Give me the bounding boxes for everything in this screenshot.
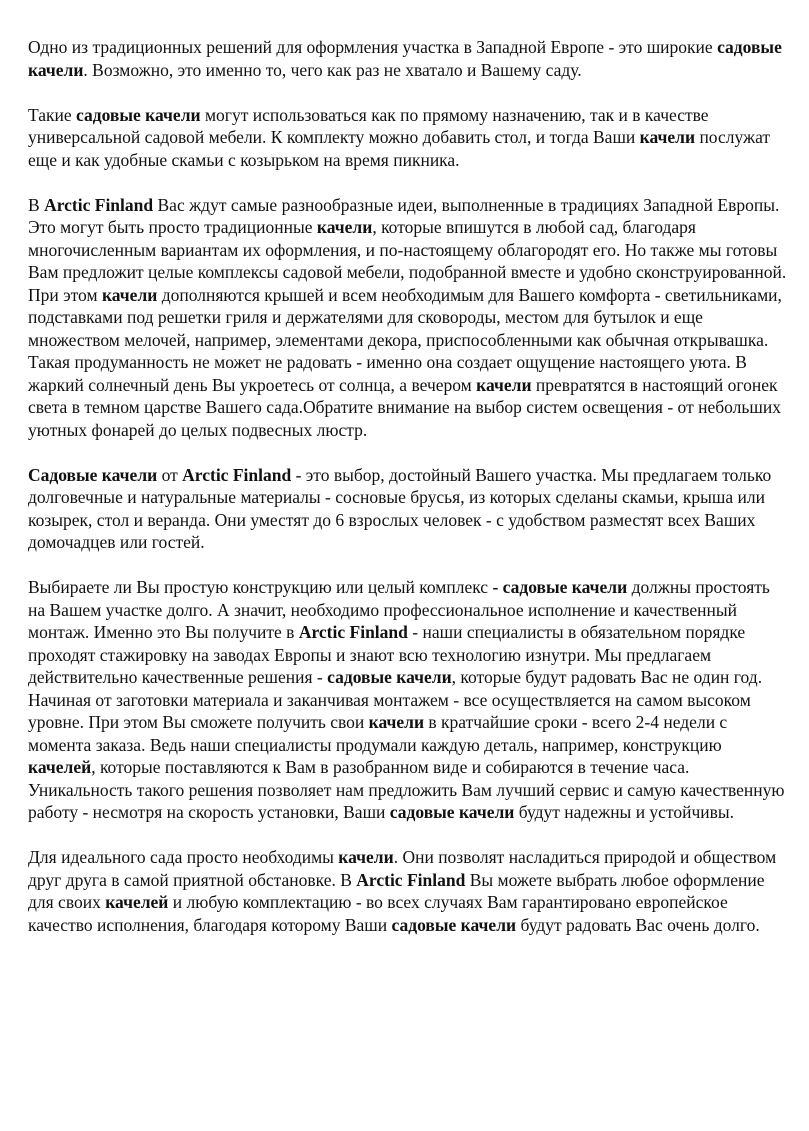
bold-keyword: качелей xyxy=(28,757,92,777)
text-run: должны простоять на Вашем участке долго. А значит, необходимо профессиональное исполнение и качественный монтаж. Именно это Вы получите в xyxy=(28,577,770,642)
text-run: Для идеального сада просто необходимы xyxy=(28,847,339,867)
paragraph-6 xyxy=(28,846,788,936)
bold-keyword: садовые качели xyxy=(389,802,515,822)
bold-keyword: качели xyxy=(368,712,425,732)
bold-keyword: качели xyxy=(316,217,373,237)
bold-keyword: качели xyxy=(476,374,532,395)
bold-keyword: - садовые качели xyxy=(492,577,628,597)
text-run: В xyxy=(28,194,45,215)
text-run: . Возможно, это именно то, чего как раз не хватало и Вашему саду. xyxy=(83,59,582,80)
text-run: Одно из традиционных решений для оформления участка в Западной Европе - это широкие xyxy=(28,37,718,57)
bold-keyword: качели xyxy=(101,284,158,305)
bold-keyword: качелей xyxy=(105,892,169,912)
document-body xyxy=(28,36,788,959)
bold-keyword: Arctic Finland xyxy=(44,194,154,215)
text-run: и любую комплектацию - во всех случаях Вам гарантировано европейское качество исполнения, благодаря которому Ваши xyxy=(28,892,728,935)
paragraph-3 xyxy=(28,194,788,442)
text-run: превратятся в настоящий огонек света в темном царстве Вашего сада.Обратите внимание на выбор систем освещения - от небольших уютных фонарей до целых подвесных люстр. xyxy=(28,374,781,440)
text-run: в кратчайшие сроки - всего 2-4 недели с момента заказа. Ведь наши специалисты продумали каждую деталь, например, конструкцию xyxy=(28,712,728,755)
text-run: Вас ждут самые разнообразные идеи, выполненные в традициях Западной Европы. Это могут быть просто традиционные xyxy=(28,194,780,237)
bold-keyword: садовые качели xyxy=(76,104,201,125)
text-run: , которые впишутся в любой сад, благодаря многочисленным вариантам их оформления, и по-настоящему облагородят его. Но также мы готовы Вам предложит целые комплексы садовой мебели, подобранной вместе и удобно сконструированной. При этом xyxy=(28,217,787,305)
paragraph-5 xyxy=(28,576,788,824)
text-run: , которые будут радовать Вас не один год. Начиная от заготовки материала и заканчивая монтажем - все осуществляется на самом высоком уровне. При этом Вы сможете получить свои xyxy=(28,667,763,732)
text-run: послужат еще и как удобные скамьи с козырьком на время пикника. xyxy=(28,127,771,170)
text-run: Вы можете выбрать любое оформление для своих xyxy=(28,869,765,912)
text-run: . Они позволят насладиться природой и обществом друг друга в самой приятной обстановке. В xyxy=(28,847,777,890)
text-run: , которые поставляются к Вам в разобранном виде и собираются в течение часа. Уникальность такого решения позволяет нам предложить Вам лучший сервис и самую качественную работу - несмотря на скорость установки, Ваши xyxy=(28,757,785,822)
bold-keyword: качели xyxy=(338,847,394,867)
paragraph-2 xyxy=(28,104,788,172)
bold-keyword: Arctic Finland xyxy=(298,622,408,642)
text-run: - наши специалисты в обязательном порядке проходят стажировку на заводах Европы и знают всю технологию изнутри. Мы предлагаем действительно качественные решения - xyxy=(28,622,746,687)
bold-keyword: качели xyxy=(639,127,696,147)
text-run: Выбираете ли Вы простую конструкцию или целый комплекс xyxy=(28,577,493,597)
text-run: дополняются крышей и всем необходимым для Вашего комфорта - светильниками, подставками под решетки гриля и держателями для сковороды, местом для бутылок и еще множеством мелочей, например, элементами декора, приспособленными как обычная открывашка. Такая продуманность не может не радовать - именно она создает ощущение настоящего уюта. В жаркий солнечный день Вы укроетесь от солнца, а вечером xyxy=(28,284,782,395)
bold-keyword: Arctic Finland xyxy=(182,464,292,485)
bold-keyword: садовые качели xyxy=(327,667,452,687)
bold-keyword: садовые качели xyxy=(28,37,782,80)
text-run: - это выбор, достойный Вашего участка. Мы предлагаем только долговечные и натуральные материалы - сосновые брусья, из которых сделаны скамьи, крыша или козырек, стол и веранда. Они уместят до 6 взрослых человек - с удобством разместят всех Ваших домочадцев или гостей. xyxy=(28,464,772,552)
text-run: будут радовать Вас очень долго. xyxy=(516,914,760,935)
paragraph-4 xyxy=(28,464,788,554)
bold-keyword: Садовые качели xyxy=(28,464,158,485)
text-run: могут использоваться как по прямому назначению, так и в качестве универсальной садовой мебели. К комплекту можно добавить стол, и тогда Ваши xyxy=(28,104,709,147)
text-run: от xyxy=(157,464,183,485)
bold-keyword: садовые качели xyxy=(391,914,517,935)
paragraph-1 xyxy=(28,36,788,81)
text-run: будут надежны и устойчивы. xyxy=(514,802,735,822)
bold-keyword: Arctic Finland xyxy=(356,869,466,890)
text-run: Такие xyxy=(28,104,77,125)
